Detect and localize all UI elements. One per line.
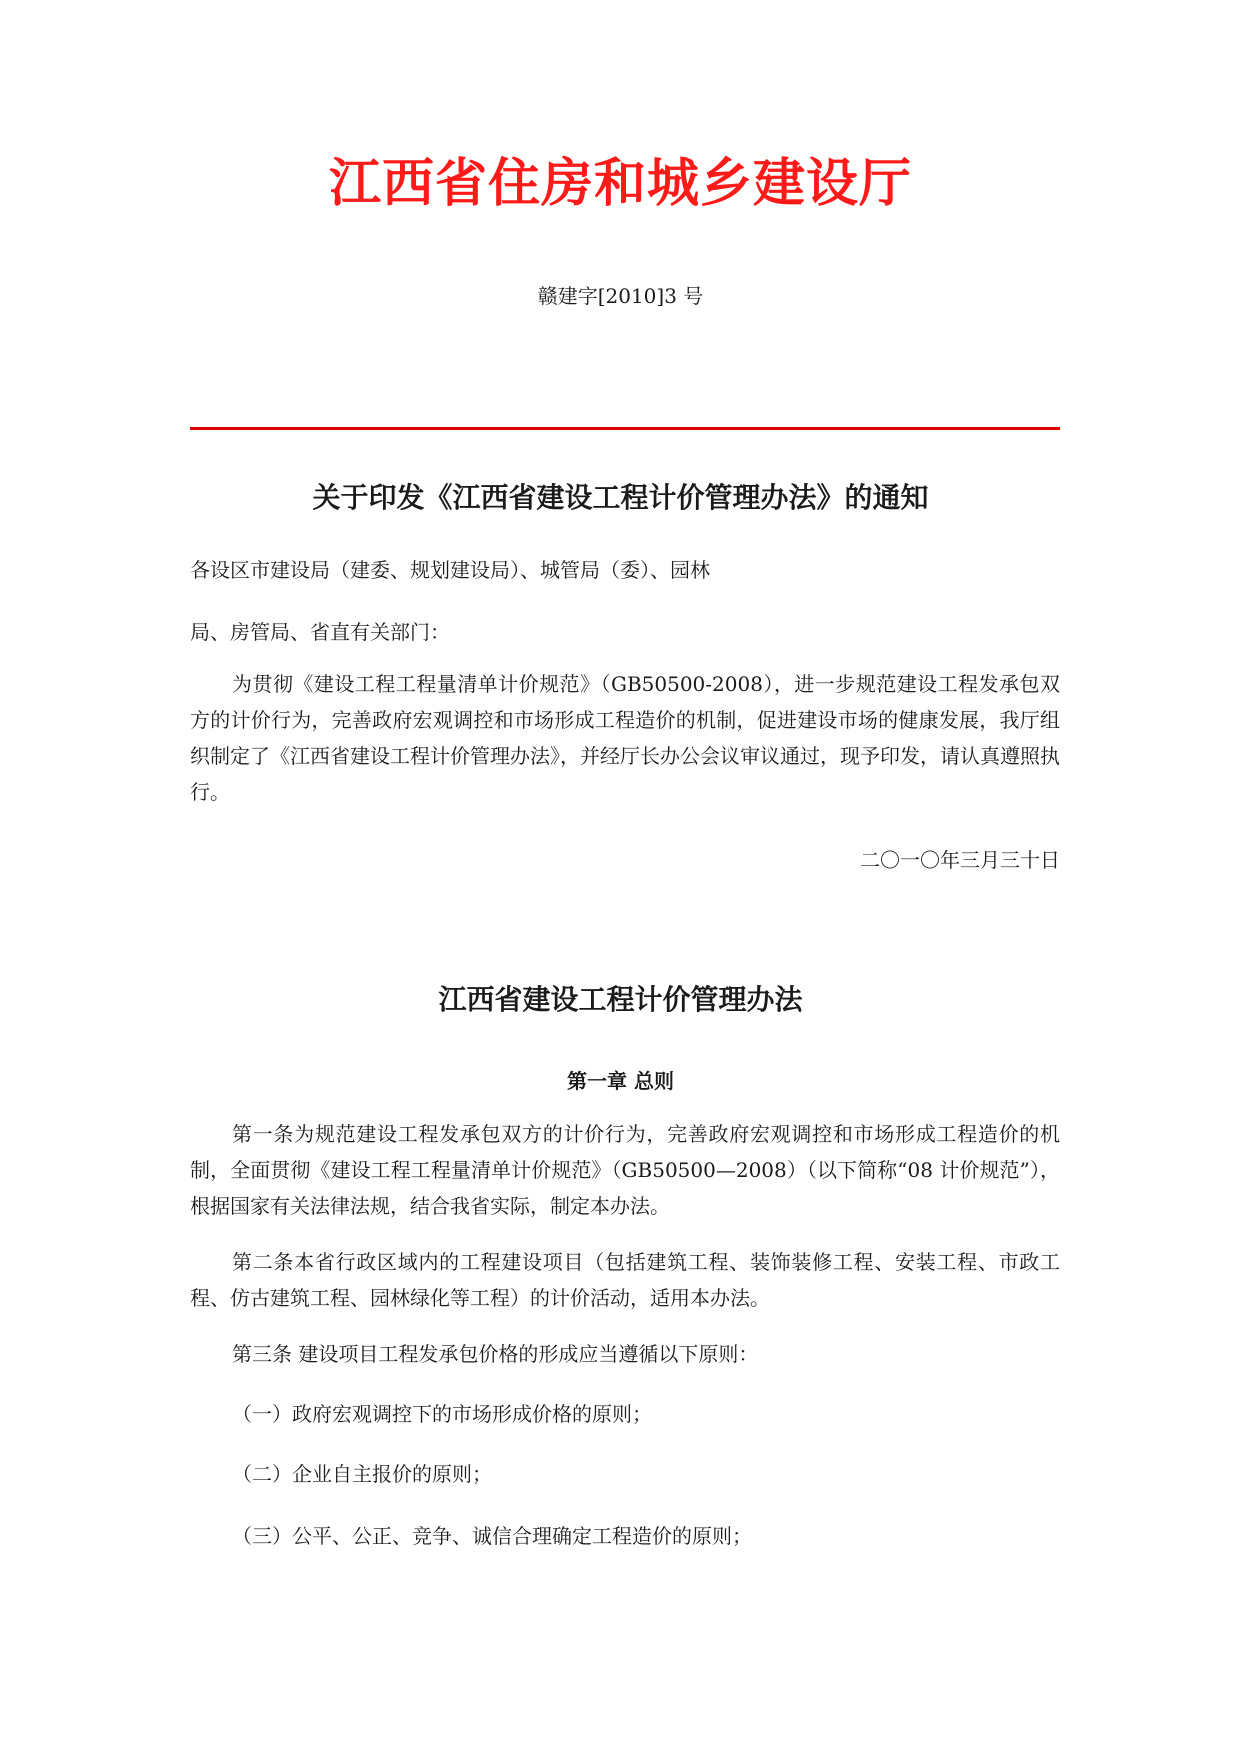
recipients-line-2: 局、房管局、省直有关部门： [190, 620, 450, 644]
principle-2: （二）企业自主报价的原则； [232, 1462, 492, 1486]
article-1: 第一条为规范建设工程发承包双方的计价行为，完善政府宏观调控和市场形成工程造价的机制，全面贯彻《建设工程工程量清单计价规范》（GB50500—2008）（以下简称“08 计价规范”），根据国家有关法律法规，结合我省实际，制定本办法。 [190, 1122, 1060, 1218]
agency-masthead: 江西省住房和城乡建设厅 [328, 154, 912, 214]
recipients-line-1: 各设区市建设局（建委、规划建设局）、城管局（委）、园林 [190, 558, 710, 582]
notice-date: 二〇一〇年三月三十日 [860, 848, 1060, 872]
red-divider [190, 427, 1060, 430]
article-2: 第二条本省行政区域内的工程建设项目（包括建筑工程、装饰装修工程、安装工程、市政工程、仿古建筑工程、园林绿化等工程）的计价活动，适用本办法。 [190, 1250, 1060, 1310]
article-3: 第三条 建设项目工程发承包价格的形成应当遵循以下原则： [232, 1342, 759, 1366]
notice-title: 关于印发《江西省建设工程计价管理办法》的通知 [312, 481, 929, 514]
measures-title: 江西省建设工程计价管理办法 [438, 983, 803, 1016]
principle-1: （一）政府宏观调控下的市场形成价格的原则； [232, 1402, 652, 1426]
notice-body: 为贯彻《建设工程工程量清单计价规范》（GB50500-2008），进一步规范建设工程发承包双方的计价行为，完善政府宏观调控和市场形成工程造价的机制，促进建设市场的健康发展，我厅组织制定了《江西省建设工程计价管理办法》，并经厅长办公会议审议通过，现予印发，请认真遵照执行。 [190, 672, 1060, 804]
chapter-heading: 第一章 总则 [567, 1069, 674, 1093]
document-number: 赣建字[2010]3 号 [537, 284, 704, 308]
principle-3: （三）公平、公正、竞争、诚信合理确定工程造价的原则； [232, 1524, 752, 1548]
